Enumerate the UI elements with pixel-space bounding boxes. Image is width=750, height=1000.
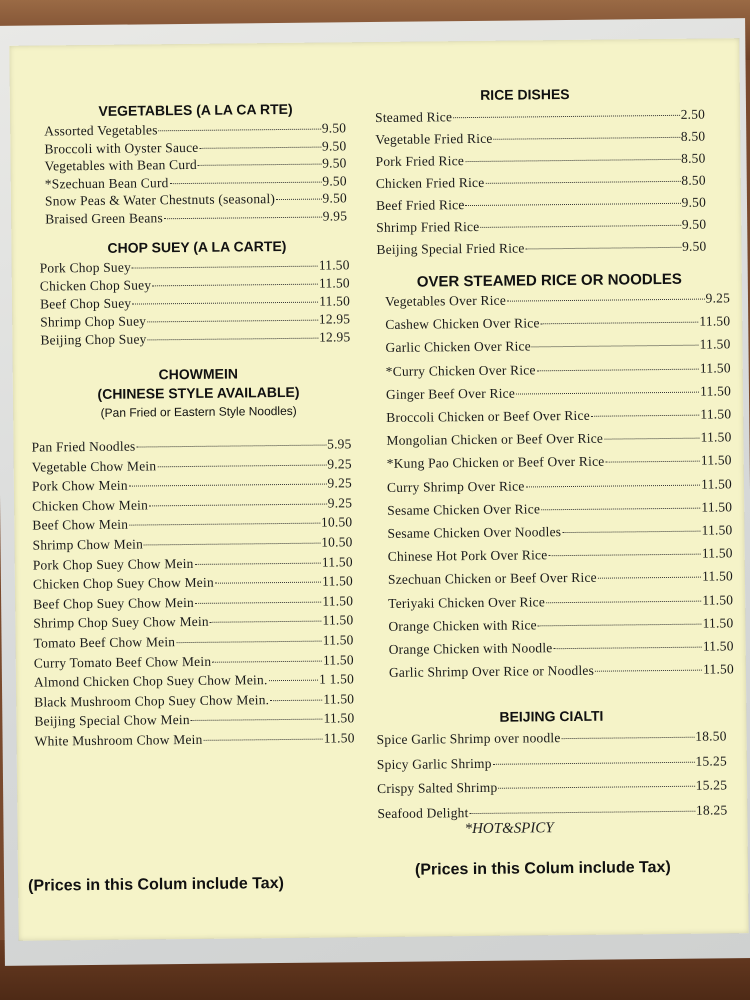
menu-item-price: 9.25	[327, 455, 352, 472]
menu-item-price: 9.50	[681, 194, 707, 210]
menu-item-name: Assorted Vegetables	[44, 122, 158, 139]
menu-item-name: Garlic Chicken Over Rice	[385, 338, 531, 356]
menu-item-name: *Kung Pao Chicken or Beef Over Rice	[386, 454, 605, 472]
menu-item-name: Beef Chow Mein	[32, 517, 129, 534]
menu-item	[45, 190, 347, 209]
menu-item	[386, 360, 731, 380]
menu-item-name: Broccoli Chicken or Beef Over Rice	[386, 407, 590, 425]
menu-item	[32, 534, 352, 553]
menu-item-name: Chicken Chop Suey Chow Mein	[32, 574, 214, 592]
menu-item-name: Ginger Beef Over Rice	[385, 385, 516, 402]
leader-dots	[466, 203, 681, 206]
menu-item-name: Sesame Chicken Over Noodles	[387, 524, 562, 541]
leader-dots	[604, 438, 700, 440]
menu-item-name: Beijing Special Chow Mein	[34, 712, 190, 730]
menu-item-price: 11.50	[323, 691, 355, 707]
menu-item-name: Teriyaki Chicken Over Rice	[388, 593, 546, 611]
leader-dots	[132, 266, 318, 269]
leader-dots	[548, 554, 700, 557]
menu-item-price: 11.50	[702, 615, 734, 631]
menu-item	[376, 195, 706, 214]
menu-item	[33, 593, 353, 612]
leader-dots	[199, 146, 321, 148]
leader-dots	[562, 531, 700, 533]
leader-dots	[191, 719, 323, 721]
menu-item	[40, 311, 350, 330]
leader-dots	[498, 786, 694, 789]
menu-item-price: 9.50	[321, 120, 347, 136]
menu-item-name: Snow Peas & Water Chestnuts (seasonal)	[44, 191, 276, 209]
section-heading-vegetables: VEGETABLES (A LA CA RTE)	[98, 100, 293, 119]
menu-item-price: 9.25	[327, 495, 353, 511]
menu-item	[40, 275, 350, 294]
leader-dots	[144, 543, 320, 546]
menu-item-price: 18.50	[695, 728, 727, 744]
menu-item-price: 9.50	[681, 216, 707, 232]
menu-item	[40, 257, 350, 276]
menu-item	[387, 476, 732, 496]
leader-dots	[129, 523, 320, 526]
menu-item-price: 5.95	[327, 436, 352, 452]
leader-dots	[538, 623, 702, 626]
menu-item-price: 11.50	[321, 553, 353, 570]
menu-item	[385, 314, 730, 334]
menu-item-name: Seafood Delight	[377, 804, 469, 821]
leader-dots	[591, 415, 700, 417]
menu-item	[387, 522, 732, 542]
menu-item	[377, 777, 727, 797]
menu-item-name: Cashew Chicken Over Rice	[385, 315, 540, 333]
leader-dots	[469, 810, 695, 813]
menu-item	[375, 107, 705, 126]
menu-item-name: Almond Chicken Chop Suey Chow Mein.	[33, 672, 268, 690]
menu-item-name: Pork Chop Suey Chow Mein	[32, 555, 194, 573]
menu-item-price: 2.50	[680, 106, 706, 122]
leader-dots	[152, 284, 318, 287]
menu-item-price: 1 1.50	[318, 671, 355, 687]
menu-item	[377, 802, 727, 822]
menu-item	[388, 615, 733, 635]
tax-note-left: (Prices in this Colum include Tax)	[28, 875, 284, 895]
menu-item-price: 9.95	[322, 207, 348, 224]
menu-item-price: 11.50	[699, 336, 731, 353]
menu-item	[386, 406, 731, 426]
menu-item-price: 11.50	[701, 522, 733, 538]
leader-dots	[507, 299, 705, 302]
leader-dots	[210, 621, 322, 623]
menu-item	[32, 495, 352, 514]
menu-item-price: 10.50	[320, 514, 353, 530]
menu-item-name: Orange Chicken with Rice	[388, 617, 537, 634]
menu-item-name: Beef Chop Suey Chow Mein	[33, 594, 195, 612]
leader-dots	[562, 737, 695, 739]
menu-item-price: 11.50	[322, 632, 354, 648]
menu-item	[375, 151, 705, 170]
leader-dots	[149, 503, 327, 506]
tax-note-right: (Prices in this Colum include Tax)	[414, 858, 671, 879]
menu-item-name: Vegetables with Bean Curd	[44, 156, 198, 174]
menu-item	[389, 638, 734, 658]
leader-dots	[212, 660, 322, 662]
menu-item-name: Shrimp Chow Mein	[32, 536, 144, 553]
leader-dots	[129, 484, 327, 487]
leader-dots	[132, 302, 318, 305]
menu-item-price: 11.50	[702, 591, 734, 608]
section-heading-rice-dishes: RICE DISHES	[480, 85, 570, 103]
menu-item	[44, 120, 346, 139]
menu-item-price: 9.50	[681, 238, 707, 254]
menu-item-price: 11.50	[702, 661, 734, 677]
leader-dots	[170, 181, 322, 184]
menu-item-price: 11.50	[701, 545, 733, 561]
menu-item	[385, 290, 730, 310]
menu-item-price: 11.50	[322, 593, 354, 609]
menu-item-price: 11.50	[701, 568, 734, 585]
menu-item-name: Szechuan Chicken or Beef Over Rice	[387, 570, 597, 588]
leader-dots	[541, 507, 700, 510]
menu-item	[387, 499, 732, 519]
menu-item-name: Curry Shrimp Over Rice	[386, 478, 525, 495]
menu-item-name: Vegetables Over Rice	[384, 292, 507, 309]
leader-dots	[148, 338, 318, 341]
leader-dots	[480, 225, 680, 228]
menu-item-name: Vegetable Fried Rice	[375, 130, 493, 148]
menu-item-name: Spicy Garlic Shrimp	[376, 755, 492, 772]
leader-dots	[204, 739, 323, 741]
menu-item	[376, 239, 706, 258]
menu-item-name: Sesame Chicken Over Rice	[387, 501, 541, 518]
menu-item-price: 11.50	[699, 359, 731, 376]
menu-item-price: 8.50	[681, 150, 706, 166]
menu-item	[33, 573, 353, 592]
leader-dots	[541, 322, 699, 325]
menu-item-price: 10.50	[321, 534, 353, 550]
leader-dots	[516, 391, 699, 394]
leader-dots	[136, 445, 326, 448]
leader-dots	[485, 181, 680, 184]
menu-item-price: 11.50	[318, 257, 350, 273]
menu-item	[45, 155, 347, 174]
menu-item-price: 11.50	[323, 730, 355, 746]
section-heading-chowmein: CHOWMEIN	[158, 365, 239, 383]
leader-dots	[176, 641, 322, 644]
menu-item-price: 18.25	[695, 801, 728, 818]
menu-item-price: 11.50	[700, 452, 732, 469]
menu-item	[377, 753, 727, 773]
menu-item-name: Pork Chow Mein	[31, 477, 128, 494]
leader-dots	[198, 164, 321, 166]
menu-item-name: Pan Fried Noodles	[31, 438, 136, 455]
leader-dots	[494, 137, 680, 140]
menu-item	[34, 632, 354, 651]
leader-dots	[532, 345, 699, 348]
menu-item-name: *Szechuan Bean Curd	[44, 174, 169, 191]
menu-item	[387, 453, 732, 473]
menu-item-name: Beef Chop Suey	[39, 295, 132, 312]
menu-item-price: 8.50	[680, 128, 706, 144]
leader-dots	[159, 129, 321, 132]
menu-item-name: Orange Chicken with Noodle	[388, 640, 553, 657]
menu-item-name: Black Mushroom Chop Suey Chow Mein.	[34, 691, 270, 710]
menu-item	[45, 208, 347, 227]
menu-item-name: Curry Tomato Beef Chow Mein	[33, 653, 212, 671]
leader-dots	[537, 368, 699, 371]
menu-item-name: Tomato Beef Chow Mein	[33, 634, 176, 651]
menu-item	[40, 329, 350, 348]
leader-dots	[526, 247, 682, 250]
menu-item-price: 12.95	[318, 329, 351, 345]
menu-item-name: Broccoli with Oyster Sauce	[44, 139, 199, 156]
menu-item	[32, 475, 352, 494]
menu-item-price: 11.50	[318, 275, 350, 291]
menu-item-name: Crispy Salted Shrimp	[377, 779, 498, 797]
menu-page	[9, 38, 748, 941]
menu-item-price: 11.50	[322, 651, 354, 668]
menu-item-price: 11.50	[322, 612, 354, 628]
menu-item	[386, 383, 731, 403]
hot-spicy-note: *HOT&SPICY	[464, 820, 554, 838]
leader-dots	[453, 115, 680, 118]
menu-item-price: 9.25	[327, 475, 353, 491]
leader-dots	[493, 761, 695, 764]
leader-dots	[525, 484, 700, 487]
menu-item	[375, 129, 705, 148]
menu-item-name: Vegetable Chow Mein	[31, 457, 157, 475]
menu-item-price: 15.25	[695, 752, 727, 769]
menu-item-name: Chicken Chop Suey	[39, 277, 152, 294]
section-subheading-noodles: (Pan Fried or Eastern Style Noodles)	[100, 403, 297, 420]
menu-item	[35, 730, 355, 749]
menu-item	[40, 293, 350, 312]
menu-item-name: Steamed Rice	[375, 109, 453, 126]
menu-item	[34, 711, 354, 730]
leader-dots	[598, 577, 701, 579]
menu-item	[32, 456, 352, 475]
menu-item-name: Shrimp Chop Suey	[40, 313, 147, 330]
menu-item	[385, 337, 730, 357]
menu-item-price: 11.50	[322, 573, 354, 589]
menu-item	[33, 554, 353, 573]
menu-item	[34, 652, 354, 671]
leader-dots	[164, 216, 322, 219]
menu-item	[377, 728, 727, 748]
menu-item-price: 11.50	[319, 293, 351, 309]
menu-item-name: Garlic Shrimp Over Rice or Noodles	[388, 662, 595, 681]
leader-dots	[553, 647, 701, 650]
section-heading-beijing-cialti: BEIJING CIALTI	[499, 707, 604, 725]
menu-item-name: Mongolian Chicken or Beef Over Rice	[386, 430, 604, 449]
menu-item-name: Braised Green Beans	[45, 209, 163, 226]
menu-item-price: 9.25	[705, 290, 731, 306]
leader-dots	[465, 159, 680, 162]
menu-item-name: Shrimp Chop Suey Chow Mein	[33, 614, 209, 632]
menu-item-price: 9.50	[322, 172, 347, 189]
menu-item-price: 11.50	[702, 638, 734, 654]
leader-dots	[270, 699, 322, 701]
menu-item	[386, 429, 731, 449]
menu-item-name: Beef Fried Rice	[375, 197, 465, 214]
menu-item	[45, 173, 347, 192]
menu-item	[31, 436, 351, 455]
leader-dots	[595, 670, 702, 672]
leader-dots	[195, 562, 321, 564]
menu-item	[388, 545, 733, 565]
leader-dots	[147, 320, 318, 323]
menu-item	[389, 661, 734, 681]
section-heading-chop-suey: CHOP SUEY (A LA CARTE)	[107, 237, 287, 256]
menu-item	[44, 138, 346, 157]
leader-dots	[276, 199, 321, 200]
leader-dots	[157, 464, 326, 467]
menu-item	[388, 592, 733, 612]
leader-dots	[215, 582, 321, 584]
menu-item	[388, 569, 733, 589]
menu-item-name: Pork Chop Suey	[39, 259, 132, 276]
menu-item-price: 11.50	[699, 313, 731, 329]
menu-item-name: White Mushroom Chow Mein	[34, 731, 203, 749]
menu-item-price: 11.50	[323, 710, 355, 726]
menu-item-price: 15.25	[695, 777, 728, 793]
menu-item-price: 9.50	[321, 137, 347, 154]
leader-dots	[195, 601, 321, 603]
menu-item-price: 11.50	[701, 499, 733, 515]
menu-item-price: 9.50	[322, 190, 348, 206]
menu-item-price: 11.50	[700, 383, 732, 399]
menu-item-price: 9.50	[322, 155, 347, 171]
menu-item-name: Chicken Fried Rice	[375, 174, 485, 192]
section-heading-over-rice: OVER STEAMED RICE OR NOODLES	[416, 270, 682, 291]
menu-item-price: 12.95	[318, 311, 351, 327]
leader-dots	[605, 461, 699, 463]
menu-item-name: Spice Garlic Shrimp over noodle	[376, 730, 561, 748]
menu-item-name: Beijing Chop Suey	[40, 331, 147, 348]
menu-item	[376, 173, 706, 192]
menu-item	[34, 691, 354, 710]
menu-item-name: *Curry Chicken Over Rice	[385, 361, 536, 379]
menu-item-price: 11.50	[701, 475, 733, 492]
menu-item	[376, 217, 706, 236]
menu-item-price: 8.50	[681, 172, 706, 188]
leader-dots	[546, 600, 701, 603]
menu-item-name: Shrimp Fried Rice	[376, 218, 480, 236]
menu-item	[32, 515, 352, 534]
menu-item-price: 11.50	[700, 429, 732, 445]
menu-item-name: Chinese Hot Pork Over Rice	[387, 547, 548, 565]
leader-dots	[268, 680, 318, 682]
menu-item	[33, 613, 353, 632]
menu-item-name: Beijing Special Fried Rice	[376, 240, 525, 258]
menu-item	[34, 671, 354, 690]
menu-item-name: Chicken Chow Mein	[32, 497, 149, 514]
section-heading-chinese-style: (CHINESE STYLE AVAILABLE)	[97, 383, 300, 402]
menu-item-name: Pork Fried Rice	[375, 153, 465, 170]
menu-item-price: 11.50	[700, 406, 732, 422]
